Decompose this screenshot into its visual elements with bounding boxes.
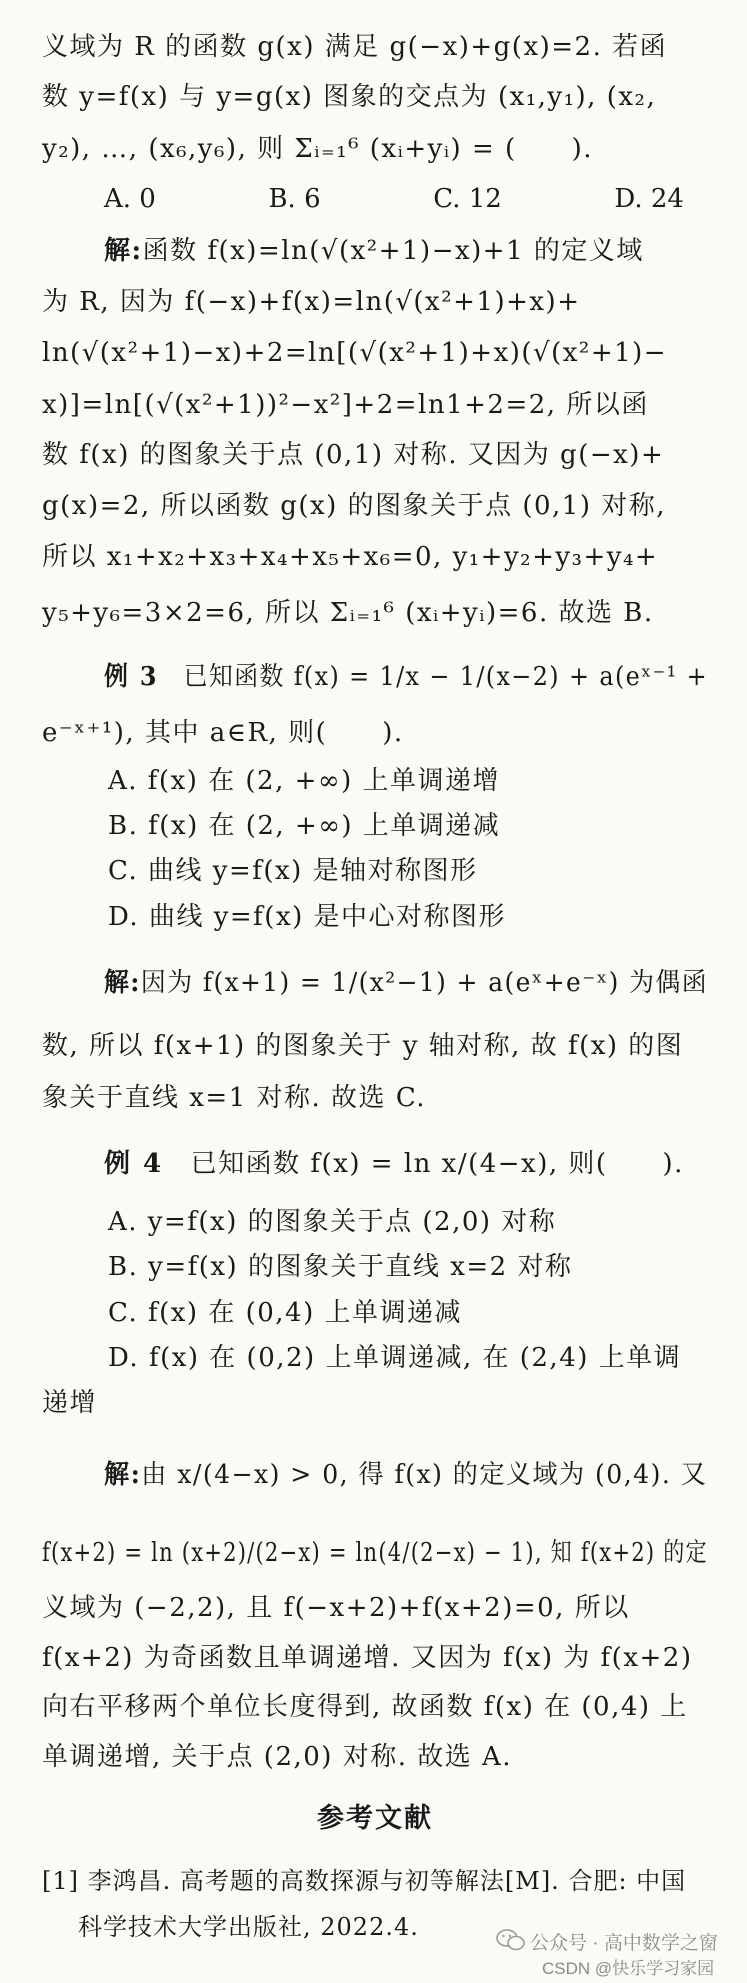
option-line: D. 曲线 y=f(x) 是中心对称图形 — [108, 902, 507, 932]
option-b: B. 6 — [268, 184, 321, 214]
text-line: 数 f(x) 的图象关于点 (0,1) 对称. 又因为 g(−x)+ — [42, 440, 665, 470]
text-line: 数, 所以 f(x+1) 的图象关于 y 轴对称, 故 f(x) 的图 — [42, 1031, 684, 1061]
text-line: ln(√(x²+1)−x)+2=ln[(√(x²+1)+x)(√(x²+1)− — [42, 338, 668, 368]
text-line: 义域为 (−2,2), 且 f(−x+2)+f(x+2)=0, 所以 — [42, 1593, 630, 1623]
option-line: D. f(x) 在 (0,2) 上单调递减, 在 (2,4) 上单调 — [108, 1343, 682, 1373]
text-line: 递增 — [42, 1388, 98, 1418]
text-line: y₅+y₆=3×2=6, 所以 Σᵢ₌₁⁶ (xᵢ+yᵢ)=6. 故选 B. — [42, 598, 654, 628]
option-a: A. 0 — [104, 184, 156, 214]
text-line: f(x+2) = ln (x+2)/(2−x) = ln(4/(2−x) − 1), 知 f(x+2) 的定 — [42, 1538, 708, 1568]
option-line: A. f(x) 在 (2, +∞) 上单调递增 — [108, 766, 500, 796]
solution-line: 解:由 x/(4−x) > 0, 得 f(x) 的定义域为 (0,4). 又 — [104, 1460, 708, 1490]
example-label: 例 4 — [104, 1149, 164, 1179]
option-line: B. f(x) 在 (2, +∞) 上单调递减 — [108, 811, 501, 841]
wechat-icon — [496, 1928, 526, 1952]
reference-item: [1] 李鸿昌. 高考题的高数探源与初等解法[M]. 合肥: 中国 — [42, 1867, 687, 1895]
text-line: 义域为 R 的函数 g(x) 满足 g(−x)+g(x)=2. 若函 — [42, 32, 668, 62]
solution-label: 解: — [104, 968, 141, 998]
text-line: g(x)=2, 所以函数 g(x) 的图象关于点 (0,1) 对称, — [42, 491, 667, 521]
option-line: B. y=f(x) 的图象关于直线 x=2 对称 — [108, 1252, 573, 1282]
text-line: 为 R, 因为 f(−x)+f(x)=ln(√(x²+1)+x)+ — [42, 287, 581, 317]
text-line: 所以 x₁+x₂+x₃+x₄+x₅+x₆=0, y₁+y₂+y₃+y₄+ — [42, 542, 659, 572]
option-line: C. f(x) 在 (0,4) 上单调递减 — [108, 1298, 462, 1328]
text-line: 象关于直线 x=1 对称. 故选 C. — [42, 1083, 427, 1113]
text-line: f(x+2) 为奇函数且单调递增. 又因为 f(x) 为 f(x+2) — [42, 1643, 693, 1673]
text-line: 单调递增, 关于点 (2,0) 对称. 故选 A. — [42, 1742, 513, 1772]
option-d: D. 24 — [614, 184, 684, 214]
text-line: y₂), …, (x₆,y₆), 则 Σᵢ₌₁⁶ (xᵢ+yᵢ) = ( ). — [42, 134, 594, 164]
watermark-account: 公众号 · 高中数学之窗 — [530, 1933, 718, 1954]
example-line: 例 3 已知函数 f(x) = 1/x − 1/(x−2) + a(eˣ⁻¹ + — [104, 662, 709, 692]
solution-label: 解: — [104, 1460, 142, 1490]
solution-label: 解: — [104, 236, 143, 266]
text-line: 数 y=f(x) 与 y=g(x) 图象的交点为 (x₁,y₁), (x₂, — [42, 82, 657, 112]
answer-options — [104, 182, 684, 216]
example-line: 例 4 已知函数 f(x) = ln x/(4−x), 则( ). — [104, 1149, 684, 1179]
example-label: 例 3 — [104, 662, 159, 692]
solution-line: 解:函数 f(x)=ln(√(x²+1)−x)+1 的定义域 — [104, 236, 644, 266]
reference-item-continued: 科学技术大学出版社, 2022.4. — [78, 1913, 419, 1941]
text-line: x)]=ln[(√(x²+1))²−x²]+2=ln1+2=2, 所以函 — [42, 390, 649, 420]
option-line: A. y=f(x) 的图象关于点 (2,0) 对称 — [108, 1207, 557, 1237]
text-line: 向右平移两个单位长度得到, 故函数 f(x) 在 (0,4) 上 — [42, 1692, 688, 1722]
watermark-csdn: CSDN @快乐学习家园 — [542, 1959, 715, 1978]
text-line: e⁻ˣ⁺¹), 其中 a∈R, 则( ). — [42, 718, 404, 748]
references-heading: 参考文献 — [317, 1803, 433, 1834]
solution-line: 解:因为 f(x+1) = 1/(x²−1) + a(eˣ+e⁻ˣ) 为偶函 — [104, 968, 708, 998]
option-c: C. 12 — [433, 184, 502, 214]
option-line: C. 曲线 y=f(x) 是轴对称图形 — [108, 856, 478, 886]
